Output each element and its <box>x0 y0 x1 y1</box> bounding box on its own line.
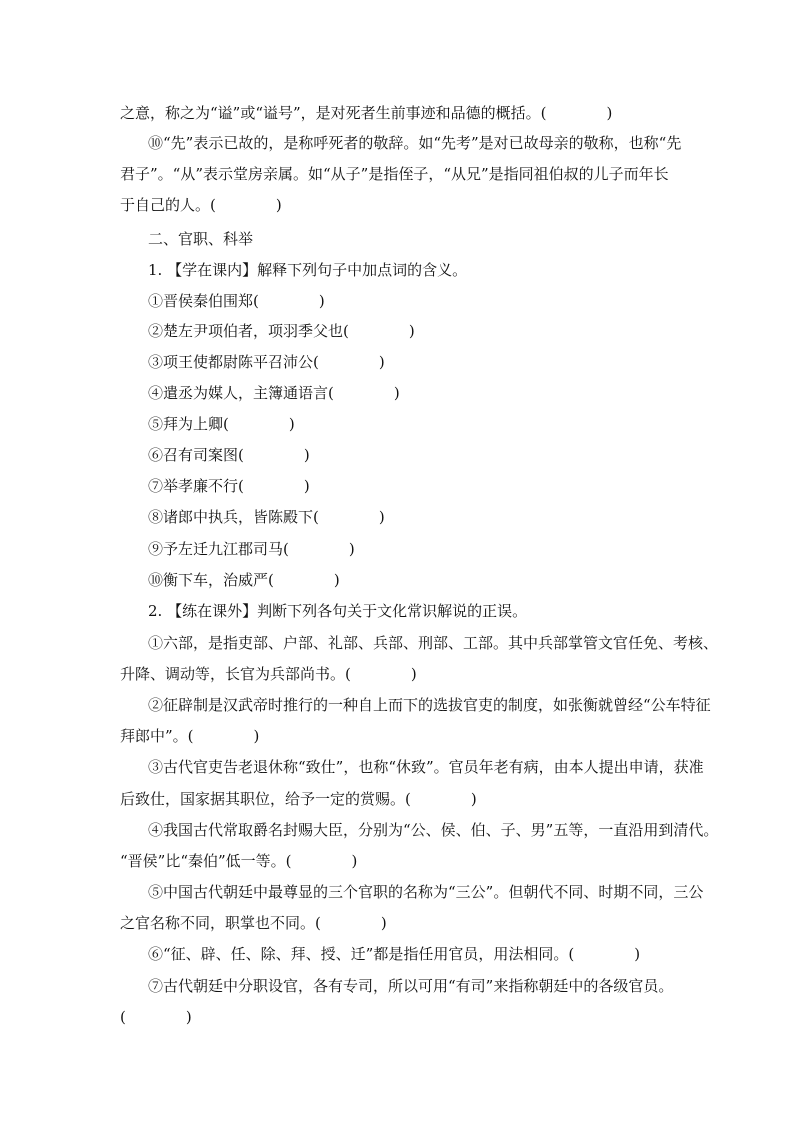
answer-blank: ( ) <box>120 1008 192 1026</box>
text-line: ②征辟制是汉武帝时推行的一种自上而下的选拔官吏的制度，如张衡就曾经“公车特征 <box>148 696 711 714</box>
text-line: ⑥“征、辟、任、除、拜、授、迁”都是指任用官员，用法相同。( ) <box>148 945 641 963</box>
list-item: ⑨予左迁九江郡司马( ) <box>148 540 355 558</box>
list-item: ⑤拜为上卿( ) <box>148 415 295 433</box>
section-heading: 二、官职、科举 <box>148 230 254 248</box>
text-line: ①六部，是指吏部、户部、礼部、兵部、刑部、工部。其中兵部掌管文官任免、考核、 <box>148 634 719 652</box>
list-item: ②楚左尹项伯者，项羽季父也( ) <box>148 322 415 340</box>
list-item: ①晋侯秦伯围郑( ) <box>148 292 325 310</box>
text-line: 君子”。“从”表示堂房亲属。如“从子”是指侄子，“从兄”是指同祖伯叔的儿子而年长 <box>120 165 669 183</box>
text-line: 之官名称不同，职掌也不同。( ) <box>120 914 387 932</box>
text-line: 升降、调动等，长官为兵部尚书。( ) <box>120 665 417 683</box>
list-item: ③项王使都尉陈平召沛公( ) <box>148 353 385 371</box>
text-line: “晋侯”比“秦伯”低一等。( ) <box>120 852 358 870</box>
list-item: ⑦举孝廉不行( ) <box>148 477 310 495</box>
list-item: ⑥召有司案图( ) <box>148 446 310 464</box>
question-heading: 1. 【学在课内】解释下列句子中加点词的含义。 <box>148 261 468 279</box>
text-line: ⑤中国古代朝廷中最尊显的三个官职的名称为“三公”。但朝代不同、时期不同，三公 <box>148 883 704 901</box>
list-item: ⑧诸郎中执兵，皆陈殿下( ) <box>148 508 385 526</box>
text-line: ⑩“先”表示已故的，是称呼死者的敬辞。如“先考”是对已故母亲的敬称，也称“先 <box>148 134 682 152</box>
text-line: ⑦古代朝廷中分职设官，各有专司，所以可用“有司”来指称朝廷中的各级官员。 <box>148 977 674 995</box>
text-line: ④我国古代常取爵名封赐大臣，分别为“公、侯、伯、子、男”五等，一直沿用到清代。 <box>148 821 719 839</box>
text-line: 后致仕，国家据其职位，给予一定的赏赐。( ) <box>120 790 477 808</box>
list-item: ⑩衡下车，治威严( ) <box>148 571 340 589</box>
question-heading: 2. 【练在课外】判断下列各句关于文化常识解说的正误。 <box>148 602 528 620</box>
text-line: 拜郎中”。( ) <box>120 727 260 745</box>
text-line: 之意，称之为“谥”或“谥号”，是对死者生前事迹和品德的概括。( ) <box>120 104 613 122</box>
list-item: ④遣丞为媒人，主簿通语言( ) <box>148 384 400 402</box>
text-line: ③古代官吏告老退休称“致仕”，也称“休致”。官员年老有病，由本人提出申请，获准 <box>148 758 704 776</box>
text-line: 于自己的人。( ) <box>120 196 282 214</box>
